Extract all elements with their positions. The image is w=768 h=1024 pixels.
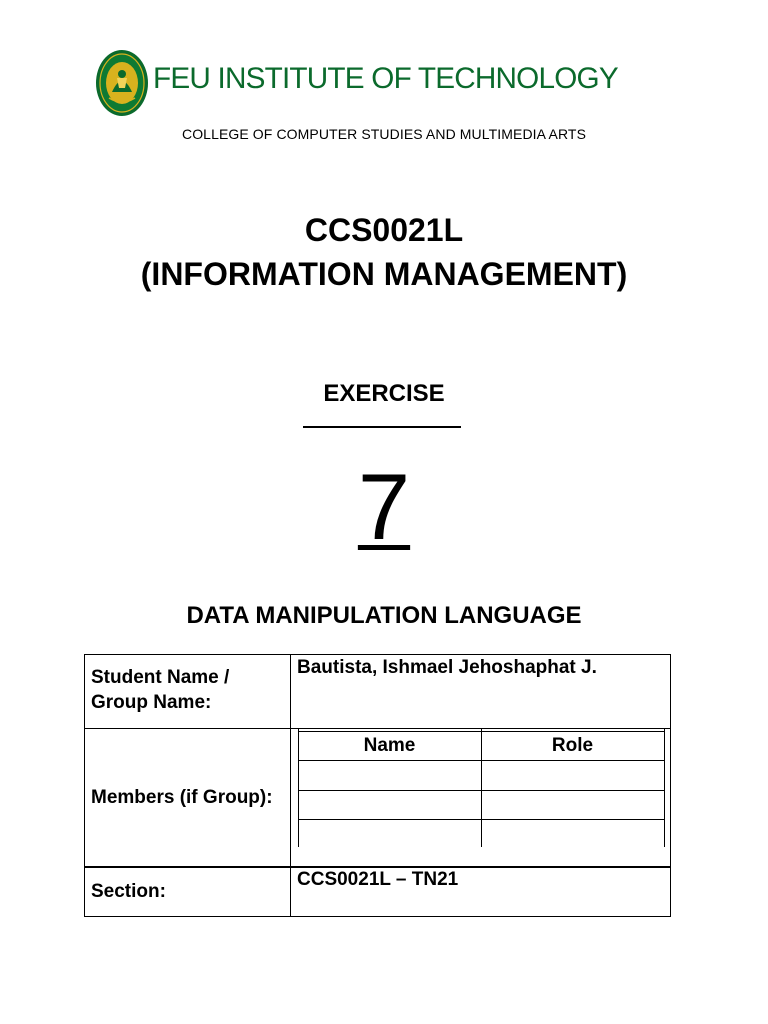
members-name-cell[interactable] [298, 820, 481, 847]
members-role-cell[interactable] [481, 820, 664, 847]
student-name-label: Student Name / Group Name: [91, 667, 230, 713]
members-table-border [664, 729, 665, 847]
exercise-divider [303, 426, 461, 428]
members-name-cell[interactable] [298, 761, 481, 790]
exercise-label: EXERCISE [323, 380, 445, 407]
members-role-cell[interactable] [481, 761, 664, 790]
members-table-border [298, 731, 664, 732]
document-header [95, 48, 675, 120]
section-label: Section: [91, 881, 166, 902]
table-row-divider [85, 866, 670, 868]
course-code: CCS0021L [304, 212, 464, 248]
section-value: CCS0021L – TN21 [297, 869, 459, 890]
members-role-header: Role [551, 735, 594, 756]
course-name: (INFORMATION MANAGEMENT) [140, 256, 628, 292]
feu-tech-seal-icon [95, 48, 149, 118]
institute-name: FEU INSTITUTE OF TECHNOLOGY [153, 62, 618, 95]
members-name-cell[interactable] [298, 791, 481, 819]
college-name: COLLEGE OF COMPUTER STUDIES AND MULTIMEDIA ARTS [181, 126, 587, 142]
members-label: Members (if Group): [91, 787, 273, 808]
members-table [298, 729, 664, 847]
exercise-number [0, 452, 768, 562]
student-name-value: Bautista, Ishmael Jehoshaphat J. [297, 657, 597, 678]
table-column-divider [290, 655, 291, 916]
student-info-table [84, 654, 671, 917]
members-role-cell[interactable] [481, 791, 664, 819]
members-name-header: Name [363, 735, 416, 756]
exercise-topic: DATA MANIPULATION LANGUAGE [186, 602, 582, 629]
exercise-number-value: 7 [357, 454, 411, 559]
